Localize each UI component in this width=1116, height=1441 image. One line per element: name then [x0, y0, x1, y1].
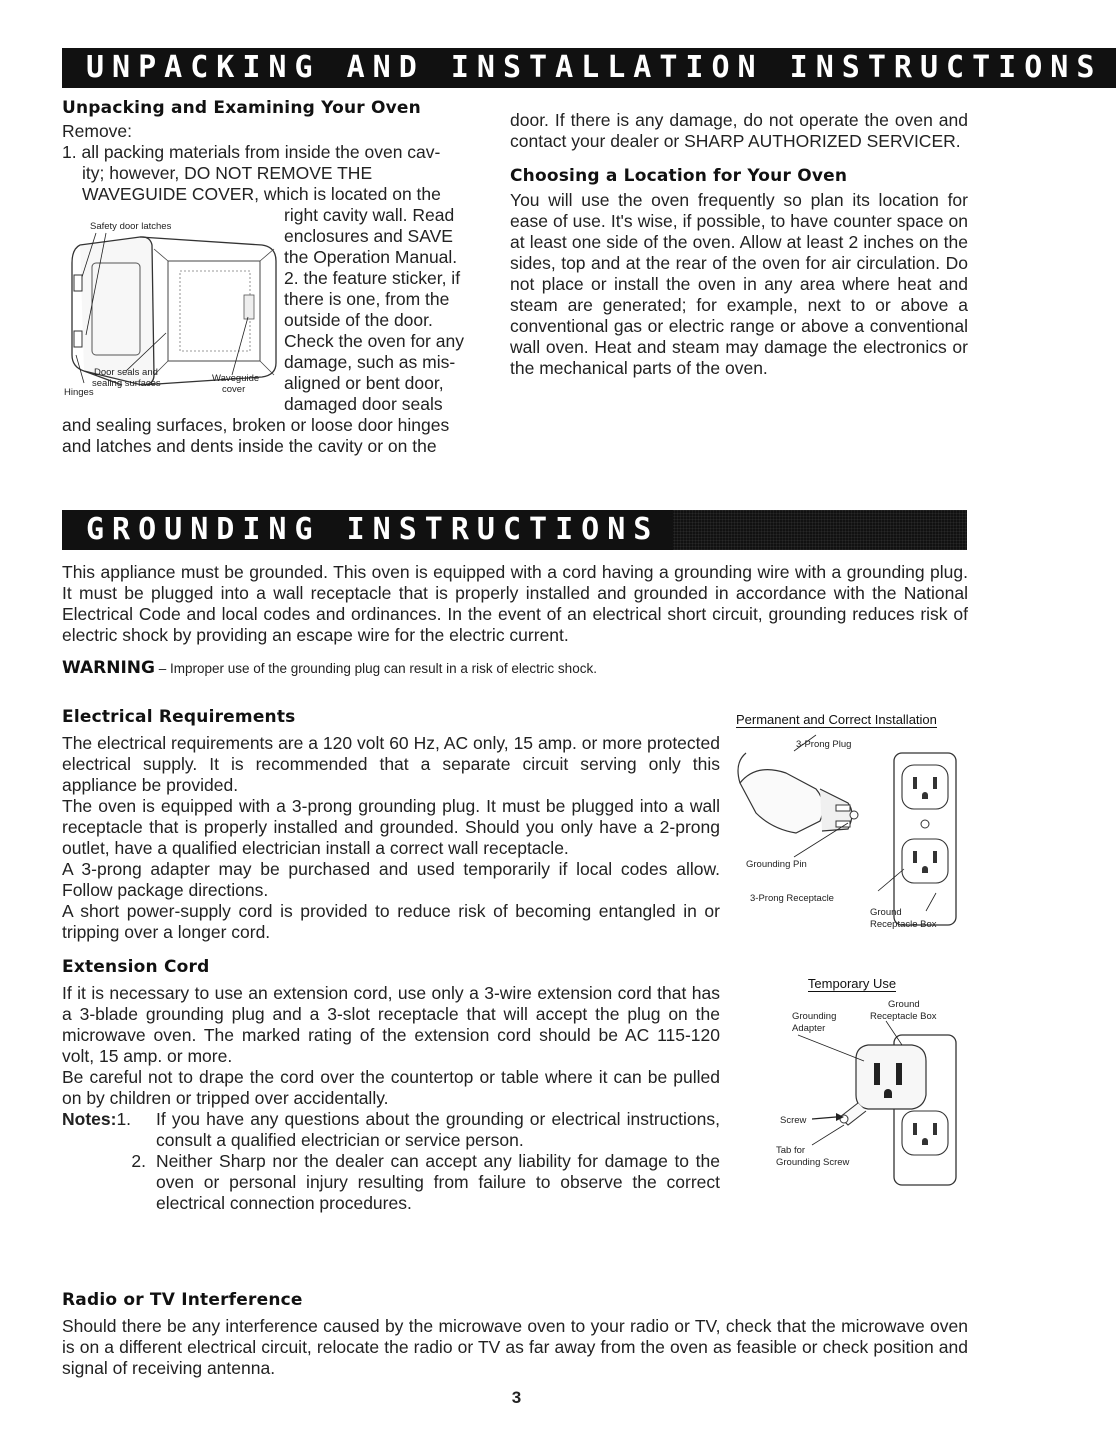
note-2 — [62, 1151, 720, 1214]
item1-line-a: 1. all packing materials from inside the oven cav- — [62, 142, 441, 162]
label-door-seals-2: sealing surfaces — [92, 378, 161, 389]
grounding-main-column — [62, 707, 720, 1214]
note-text: If you have any questions about the grounding or electrical instructions, consult a qualified electrician or service person. — [156, 1109, 720, 1150]
figure-temporary — [736, 975, 968, 1185]
location-paragraph: You will use the oven frequently so plan its location for ease of use. It's wise, if possible, to have counter space on at least one side of the oven. Allow at least 2 inches on the sides, top and at the rear of the oven for air circulation. Do not place or install the oven in any area where heat and steam are generated; for example, next to or above a conventional gas or electric range or above a conventional wall oven. Heat and steam may damage the electronics or the mechanical parts of the oven. — [510, 190, 968, 378]
note-number: 1. — [116, 1109, 132, 1129]
grounding-intro-block — [62, 562, 968, 678]
label-hinges: Hinges — [64, 387, 94, 398]
label-ground-box-1: Ground — [870, 907, 902, 918]
oven-door-figure — [62, 205, 290, 415]
wrap-line: Check the oven for any — [284, 331, 464, 351]
tail-line-b: and latches and dents inside the cavity or on the — [62, 436, 437, 456]
label-ground-box-1: Ground — [888, 999, 920, 1010]
section-banner-grounding — [62, 510, 967, 550]
figure-side-text — [284, 205, 510, 415]
note-number: 2. — [131, 1151, 146, 1171]
heading-unpacking: Unpacking and Examining Your Oven — [62, 98, 421, 118]
heading-radio-tv: Radio or TV Interference — [62, 1290, 303, 1310]
label-screw: Screw — [780, 1115, 807, 1126]
caption-temporary-wrap — [736, 975, 968, 993]
wrap-line: damaged door seals — [284, 394, 443, 414]
wrap-line: enclosures and SAVE — [284, 226, 453, 246]
label-tab-1: Tab for — [776, 1145, 806, 1156]
banner-title: UNPACKING AND INSTALLATION INSTRUCTIONS — [62, 48, 1116, 88]
heading-location: Choosing a Location for Your Oven — [510, 166, 848, 186]
radio-tv-paragraph: Should there be any interference caused by the microwave oven to your radio or TV, check that the microwave oven is on a different electrical circuit, relocate the radio or TV as far away from the oven as feasible or check position and signal of receiving antenna. — [62, 1316, 968, 1378]
wrap-line: aligned or bent door, — [284, 373, 444, 393]
wrap-line: the Operation Manual. — [284, 247, 458, 267]
label-tab-2: Grounding Screw — [776, 1157, 850, 1168]
warning-line — [62, 658, 968, 678]
label-grounding-pin: Grounding Pin — [746, 859, 807, 870]
plug-receptacle-figure — [736, 733, 968, 933]
wrap-line: right cavity wall. Read — [284, 205, 455, 225]
label-grounding-adapter-2: Adapter — [792, 1023, 826, 1034]
warning-label: WARNING — [62, 658, 155, 678]
label-ground-box-2: Receptacle Box — [870, 919, 937, 930]
electrical-p3: A 3-prong adapter may be purchased and used temporarily if local codes allow. Follow package directions. — [62, 859, 720, 900]
damage-paragraph: door. If there is any damage, do not operate the oven and contact your dealer or SHARP AUTHORIZED SERVICER. — [510, 110, 968, 151]
label-waveguide-1: Waveguide — [212, 373, 260, 384]
remove-label: Remove: — [62, 121, 133, 141]
section-banner-unpacking — [62, 48, 1103, 88]
extension-p1: If it is necessary to use an extension cord, use only a 3-wire extension cord that has a 3-blade grounding plug and a 3-slot receptacle that will accept the plug on the microwave oven. The marked rating of the extension cord should be AC 115-120 volt, 15 amp. or more. — [62, 983, 720, 1066]
figure-wrap-block — [62, 205, 510, 415]
electrical-p2: The oven is equipped with a 3-prong grounding plug. It must be plugged into a wall receptacle that is properly installed and grounded. Should you only have a 2-prong outlet, have a qualified electrician install a correct wall receptacle. — [62, 796, 720, 858]
item1-line-b: ity; however, DO NOT REMOVE THE — [82, 163, 373, 183]
right-column — [510, 110, 968, 379]
wrap-line: outside of the door. — [284, 310, 433, 330]
label-ground-box-2: Receptacle Box — [870, 1011, 937, 1022]
notes-head — [62, 1109, 156, 1151]
warning-text: – Improper use of the grounding plug can result in a risk of electric shock. — [154, 661, 597, 676]
wrap-line: damage, such as mis- — [284, 352, 456, 372]
note-1 — [62, 1109, 720, 1151]
label-grounding-adapter-1: Grounding — [792, 1011, 837, 1022]
heading-extension: Extension Cord — [62, 957, 210, 977]
page-number: 3 — [511, 1388, 522, 1407]
figure-permanent — [736, 711, 968, 933]
note-text: Neither Sharp nor the dealer can accept any liability for damage to the oven or personal injury resulting from failure to observe the correct electrical connection procedures. — [156, 1151, 720, 1213]
radio-tv-block — [62, 1290, 968, 1379]
caption-temporary: Temporary Use — [807, 976, 897, 991]
left-column — [62, 98, 510, 457]
wrap-line: there is one, from the — [284, 289, 450, 309]
electrical-p4: A short power-supply cord is provided to reduce risk of becoming entangled in or tripping over a longer cord. — [62, 901, 720, 942]
wrap-line: 2. the feature sticker, if — [284, 268, 461, 288]
caption-permanent: Permanent and Correct Installation — [736, 712, 937, 727]
label-safety-latches: Safety door latches — [90, 221, 172, 232]
heading-electrical: Electrical Requirements — [62, 707, 296, 727]
extension-p2: Be careful not to drape the cord over the countertop or table where it can be pulled on by children or tripped over accidentally. — [62, 1067, 720, 1108]
electrical-p1: The electrical requirements are a 120 volt 60 Hz, AC only, 15 amp. or more protected electrical supply. It is recommended that a separate circuit serving only this appliance be provided. — [62, 733, 720, 795]
label-door-seals-1: Door seals and — [94, 367, 158, 378]
label-3-prong-receptacle: 3-Prong Receptacle — [750, 893, 834, 904]
label-3-prong-plug: 3-Prong Plug — [796, 739, 852, 750]
tail-line-a: and sealing surfaces, broken or loose door hinges — [62, 415, 450, 435]
banner-title: GROUNDING INSTRUCTIONS — [62, 510, 673, 550]
grounding-intro: This appliance must be grounded. This oven is equipped with a cord having a grounding wire with a grounding plug. It must be plugged into a wall receptacle that is properly installed and grounded in accordance with the National Electrical Code and local codes and ordinances. In the event of an electrical short circuit, grounding reduces risk of electric shock by providing an escape wire for the electric current. — [62, 562, 968, 645]
notes-label: Notes: — [62, 1109, 117, 1129]
adapter-figure — [736, 995, 968, 1185]
item1-line-c: WAVEGUIDE COVER, which is located on the — [82, 184, 441, 204]
label-waveguide-2: cover — [222, 384, 246, 395]
